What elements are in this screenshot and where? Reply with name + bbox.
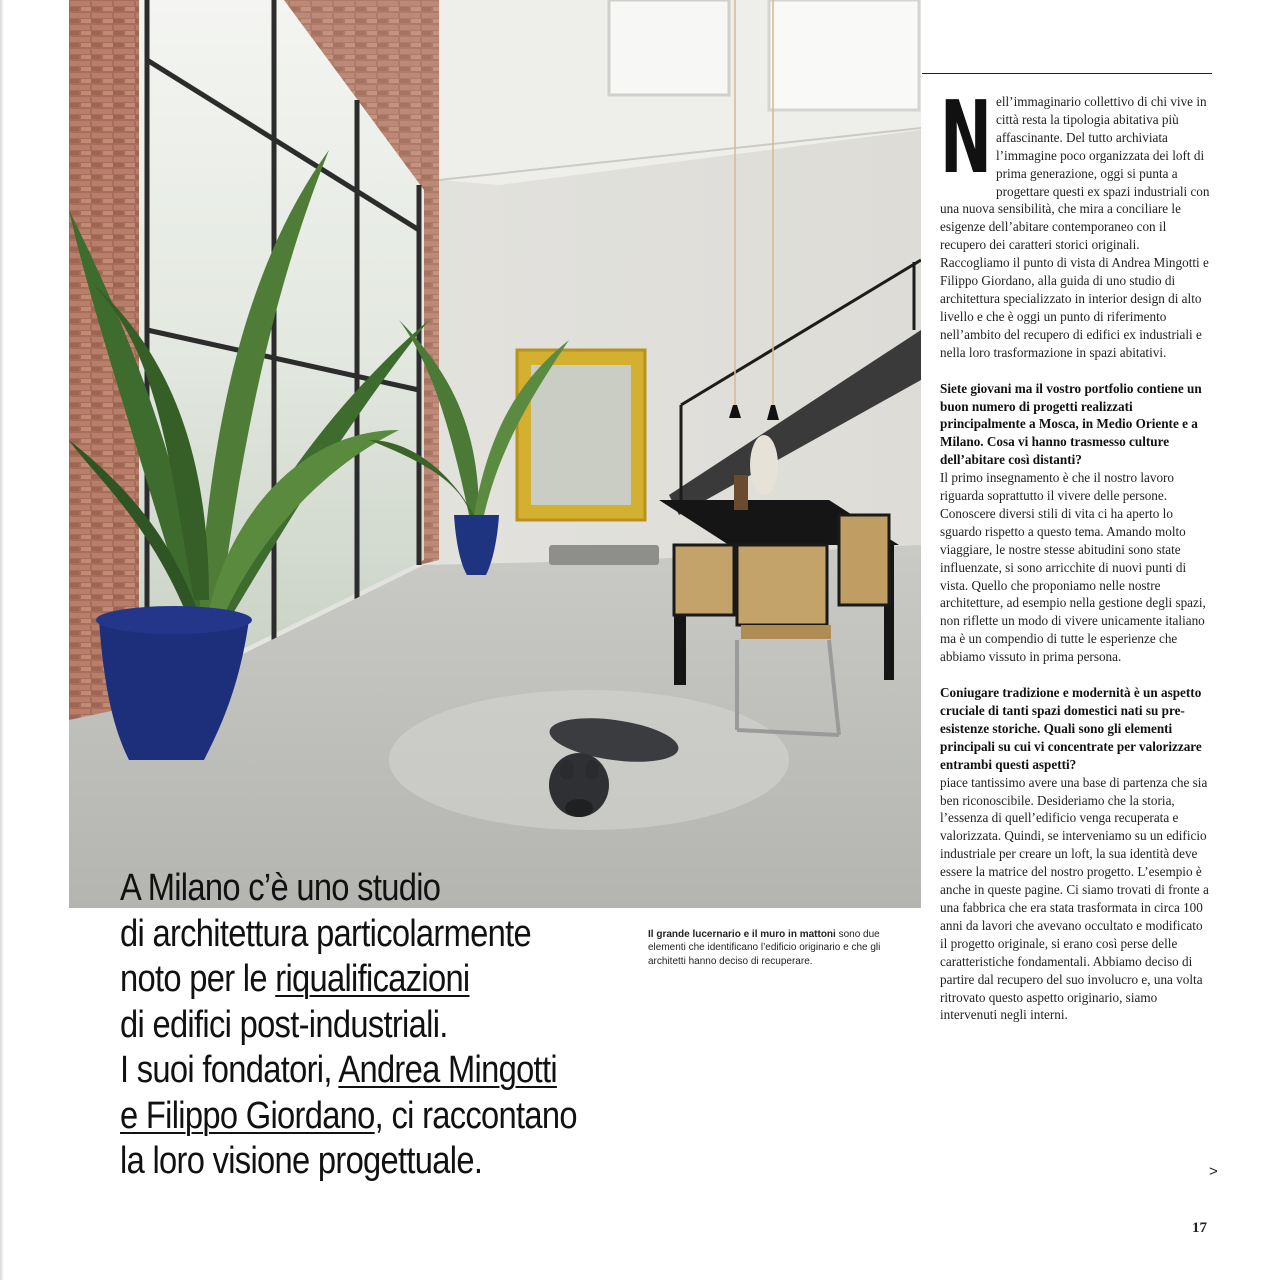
headline-text: , ci raccontano: [374, 1094, 577, 1137]
answer-2: piace tantissimo avere una base di partenza che sia ben riconoscibile. Desideriamo che la storia, l’essenza di quell’edificio venga recuperata e valorizzata. Quindi, se interveniamo su un edificio industriale per creare un loft, la sua identità deve essere la matrice del nostro progetto. L’esempio è anche in queste pagine. Ci siamo trovati di fronte a una fabbrica che era stata trasformata in circa 100 anni da lavori che avevano occultato e modificato il progetto originale, si erano così perse delle caratteristiche fondamentali. Abbiamo deciso di partire dal recupero del suo involucro e, una volta ritrovato questo aspetto originario, siamo intervenuti negli interni.: [940, 774, 1209, 1023]
headline: [120, 866, 577, 1185]
caption-text: sono due elementi che identificano l’edificio originario e che gli architetti hanno deciso di recuperare.: [648, 929, 881, 967]
headline-line-6: [120, 1094, 577, 1140]
headline-text: I suoi fondatori,: [120, 1049, 339, 1091]
caption-bold: Il grande lucernario e il muro in mattoni: [648, 929, 836, 940]
page-spine-shadow: [0, 0, 4, 1280]
question-1: Siete giovani ma il vostro portfolio contiene un buon numero di progetti realizzati principalmente a Mosca, in Medio Oriente e a Milano. Cosa vi hanno trasmesso culture dell’abitare così distanti?: [940, 380, 1202, 468]
headline-line-7: la loro visione progettuale.: [120, 1140, 483, 1182]
page-number: 17: [1192, 1220, 1207, 1236]
intro-paragraph: ell’immaginario collettivo di chi vive in città resta la tipologia abitativa più affascinante. Del tutto archiviata l’immagine poco organizzata dei loft di prima generazione, oggi si punta a progettare questi ex spazi industriali con una nuova sensibilità, che mira a conciliare le esigenze dell’abitare contemporaneo con il recupero dei caratteri storici originali. Raccogliamo il punto di vista di Andrea Mingotti e Filippo Giordano, alla guida di uno studio di architettura specializzato in interior design di alto livello e che è oggi un punto di riferimento nell’ambito del recupero di edifici ex industriali e nella loro trasformazione in spazi abitativi.: [940, 94, 1210, 360]
headline-link-filippo-giordano[interactable]: e Filippo Giordano: [120, 1094, 375, 1137]
headline-line-2: di architettura particolarmente: [120, 912, 531, 955]
column-top-rule: [922, 73, 1212, 74]
drop-cap: N: [940, 79, 992, 196]
next-page-arrow[interactable]: >: [1209, 1163, 1218, 1180]
headline-line-5: [120, 1048, 567, 1094]
question-2: Coniugare tradizione e modernità è un aspetto cruciale di tanti spazi domestici nati su pre-esistenze storiche. Quali sono gli elementi principali su cui vi concentrate per valorizzare entrambi questi aspetti?: [940, 685, 1202, 772]
headline-line-1: A Milano c’è uno studio: [120, 867, 441, 909]
headline-line-4: di edifici post-industriali.: [120, 1003, 448, 1046]
headline-link-riqualificazioni[interactable]: riqualificazioni: [275, 958, 470, 1000]
headline-text: noto per le: [120, 958, 276, 1000]
loft-interior-photo: [69, 0, 921, 908]
answer-1: Il primo insegnamento è che il nostro lavoro riguarda soprattutto il vivere delle persone. Conoscere diversi stili di vita ci ha aperto lo sguardo rispetto a questo tema. Amando molto viaggiare, le nostre stesse abitudini sono state influenzate, si sono arricchite di nuovi punti di vista. Quello che proponiamo nelle nostre architetture, ad esempio nella gestione degli spazi, non riflette un modo di vivere unicamente italiano ma è un compendio di tutte le esperienze che abbiamo vissuto in prima persona.: [940, 470, 1206, 665]
headline-line-3: [120, 957, 567, 1003]
article-column: [940, 79, 1210, 1024]
photo-caption: [648, 928, 918, 968]
headline-link-andrea-mingotti[interactable]: Andrea Mingotti: [338, 1049, 557, 1091]
